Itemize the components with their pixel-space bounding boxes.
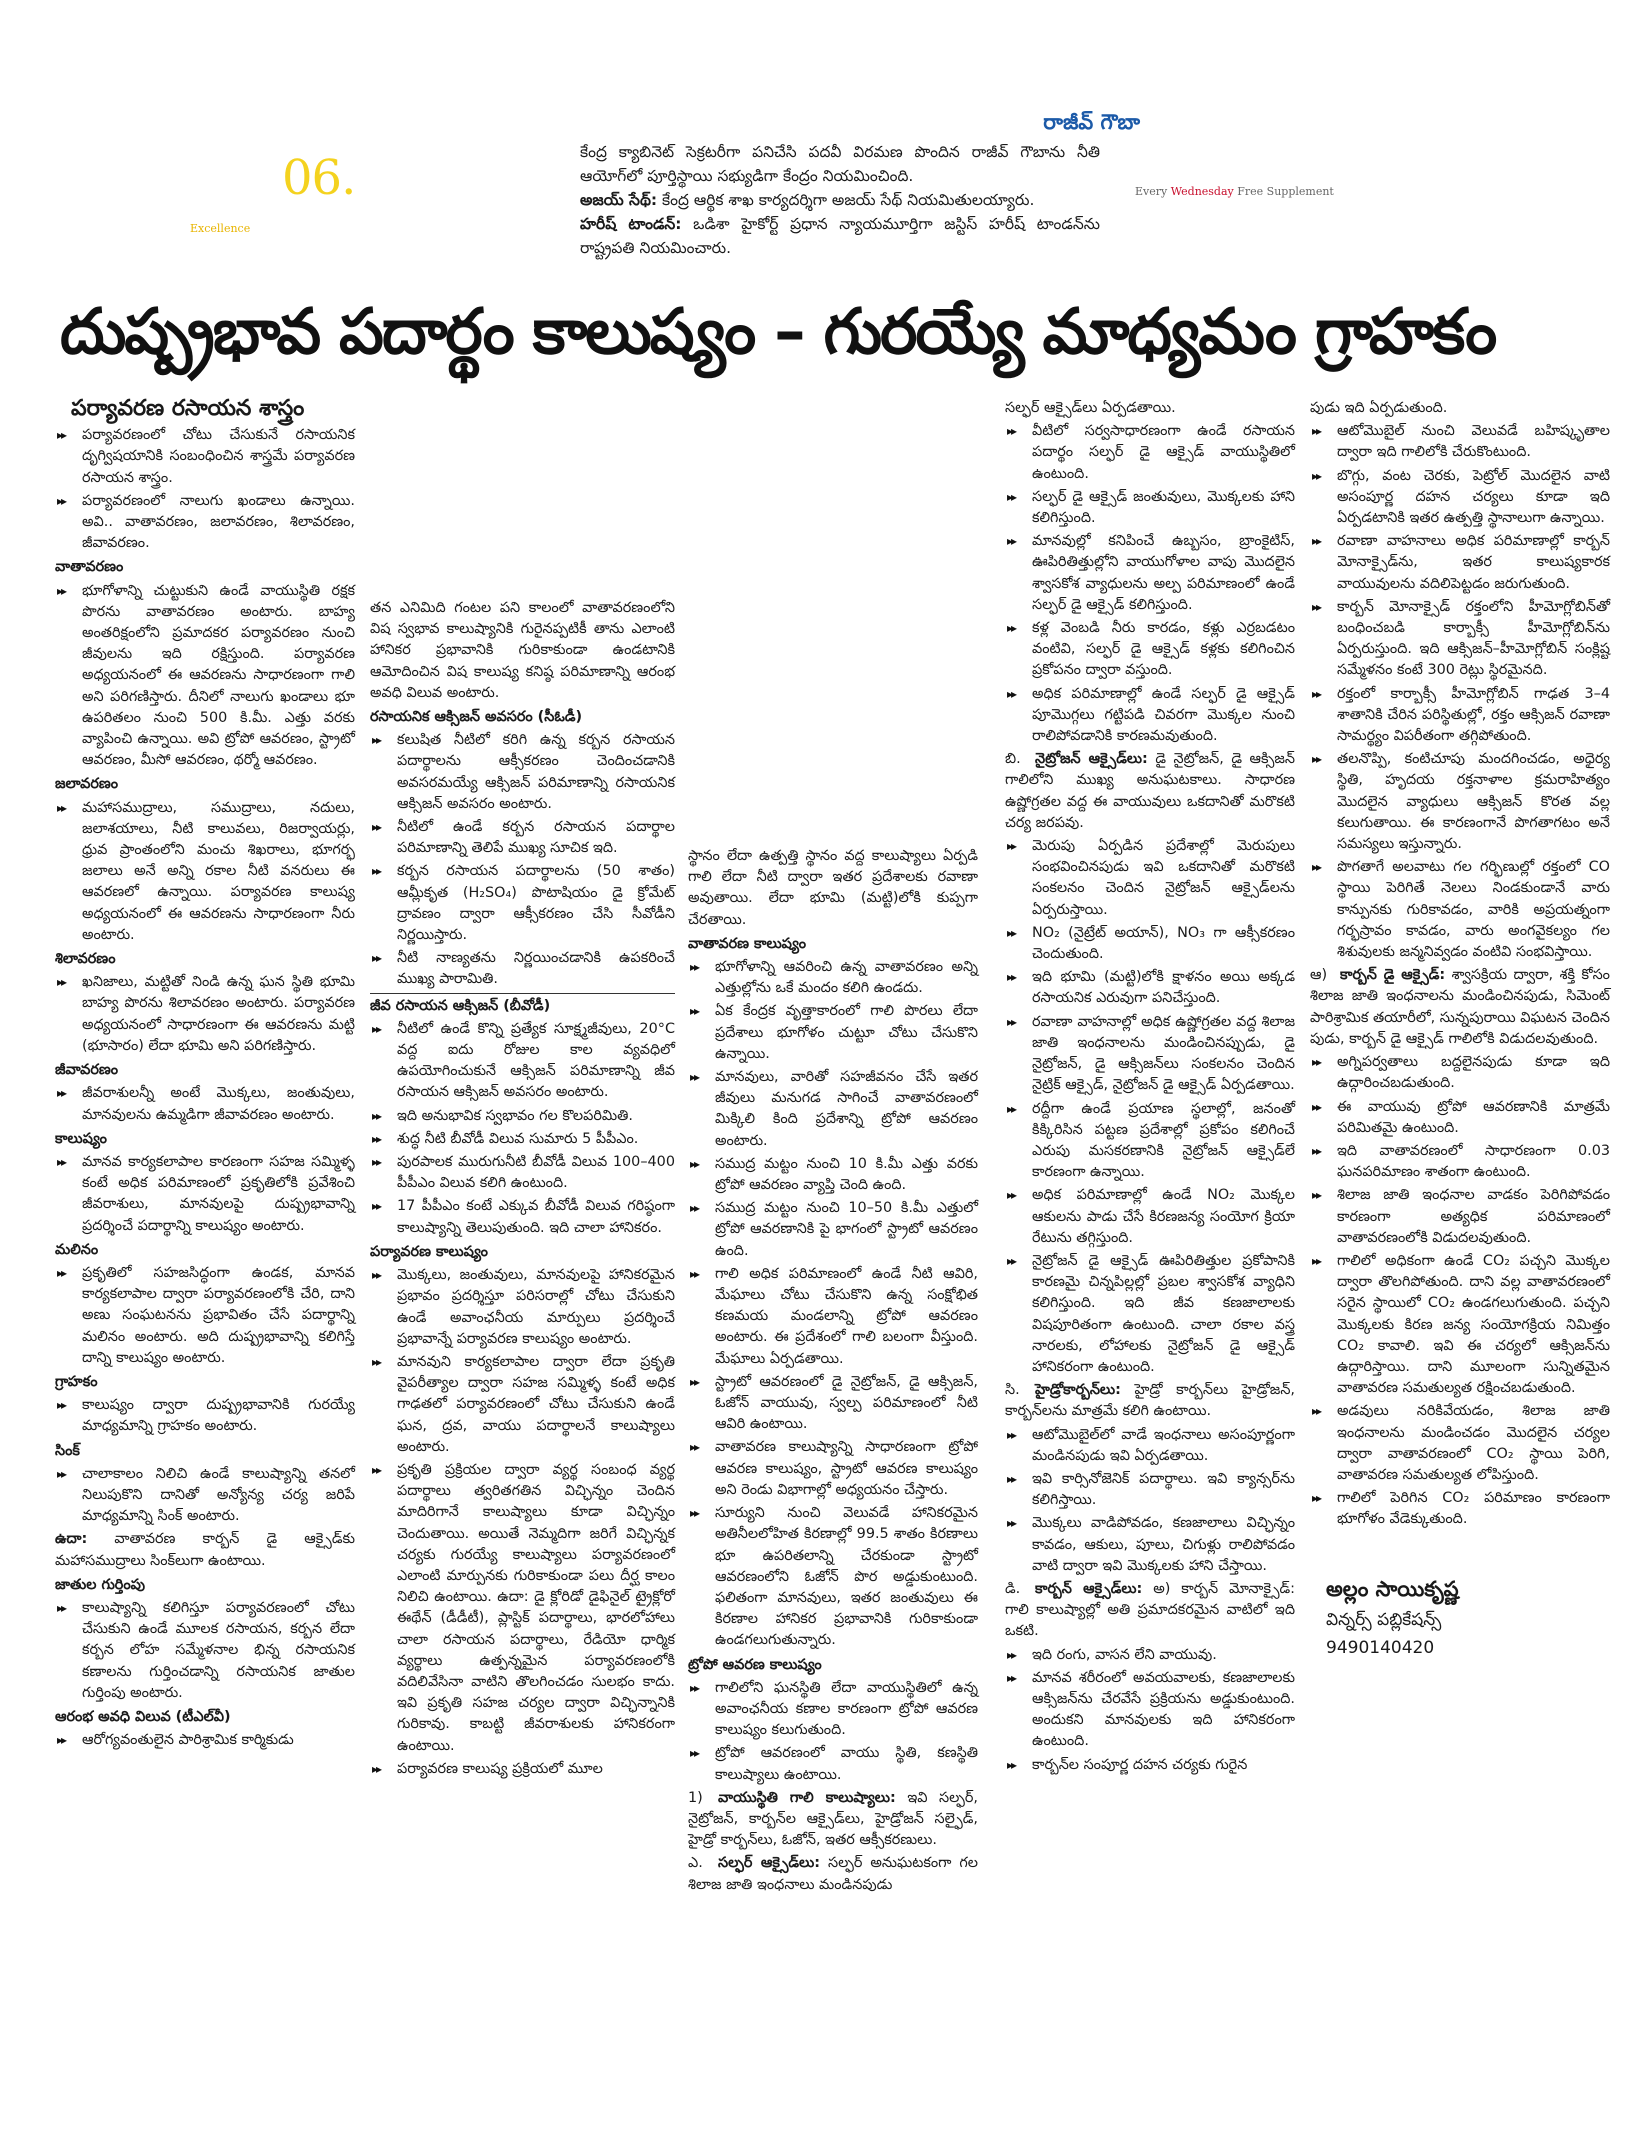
bullet-item	[370, 1152, 675, 1194]
bullet-icon: ▸▸	[372, 1761, 381, 1776]
bullet-item	[1310, 531, 1610, 595]
bullet-text: మొక్కలు వాడిపోవడం, కణజాలాలు విచ్ఛిన్నం కావడం, ఆకులు, పూలు, చిగుళ్లు రాలిపోవడం వాటి ద్వారా ఇవి మొక్కలకు హాని చేస్తాయి.	[1032, 1515, 1295, 1574]
subheading: ట్రోపో ఆవరణ కాలుష్యం	[688, 1656, 822, 1673]
bullet-icon: ▸▸	[1312, 534, 1321, 549]
bullet-icon: ▸▸	[1312, 860, 1321, 875]
para-text: స్థానం లేదా ఉత్పత్తి స్థానం వద్ద కాలుష్యాలు ఏర్పడి గాలి లేదా నీటి ద్వారా ఇతర ప్రదేశాలకు రవాణా అవుతాయి. లేదా భూమి (మట్టి)లోకి కుప్పగా చేరతాయి.	[688, 848, 978, 928]
bullet-icon: ▸▸	[1007, 686, 1016, 701]
labeled-paragraph	[1005, 1380, 1295, 1422]
bullet-icon: ▸▸	[57, 1265, 66, 1280]
bullet-text: చాలాకాలం నిలిచి ఉండే కాలుష్యాన్ని తనలో నిలుపుకొని దానితో అన్యోన్య చర్య జరిపే మాధ్యమాన్ని సింక్ అంటారు.	[82, 1465, 355, 1525]
bullet-icon: ▸▸	[1007, 489, 1016, 504]
bullet-text: కార్బన్ మోనాక్సైడ్ రక్తంలోని హీమోగ్లోబిన్‌తో బంధించబడి కార్బాక్సీ హీమోగ్లోబిన్‌ను ఏర్పరుస్తుంది. ఇది ఆక్సిజన్–హీమోగ్లోబిన్ సంక్లిష్ట సమ్మేళనం కంటే 300 రెట్లు స్థిరమైనది.	[1337, 598, 1610, 679]
para-label: బి.	[1005, 751, 1021, 768]
bullet-text: రక్తంలో కార్బాక్సీ హీమోగ్లోబిన్ గాఢత 3–4 శాతానికి చేరిన పరిస్థితుల్లో, రక్తం ఆక్సిజన్ రవాణా సామర్థ్యం విపరీతంగా తగ్గిపోతుంది.	[1337, 685, 1610, 745]
bullet-text: తలనొప్పి, కంటిచూపు మందగించడం, అధైర్య స్థితి, హృదయ రక్తనాళాల క్రమరాహిత్యం మొదలైన వ్యాధులు ఆక్సిజన్ కొరత వల్ల కలుగుతాయి. ఈ కారణంగానే పొగతాగటం అనే సమస్యలు ఇస్తున్నారు.	[1337, 751, 1610, 853]
bullet-icon: ▸▸	[372, 733, 381, 748]
bullet-text: నీటి నాణ్యతను నిర్ణయించడానికి ఉపకరించే ముఖ్య పారామితి.	[397, 950, 675, 988]
bullet-icon: ▸▸	[1007, 534, 1016, 549]
para-heading: కార్బన్ డై ఆక్సైడ్:	[1340, 967, 1446, 984]
bullet-item	[1310, 1141, 1610, 1183]
bullet-icon: ▸▸	[57, 975, 66, 990]
bullet-item	[1310, 421, 1610, 463]
bullet-text: పురపాలక మురుగునీటి బీవోడీ విలువ 100–400 పీపీఎం విలువ కలిగి ఉంటుంది.	[397, 1154, 675, 1192]
bullet-item	[1005, 1513, 1295, 1577]
byline-phone: 9490140420	[1326, 1637, 1435, 1658]
article-column-4	[1005, 398, 1295, 1778]
bullet-item	[370, 1129, 675, 1150]
article-column-1	[55, 398, 355, 1753]
bullet-icon: ▸▸	[1007, 925, 1016, 940]
para-text: ఇవి సల్ఫర్, నైట్రోజన్, కార్బన్‌ల ఆక్సైడ్‌లు, హైడ్రోజన్ సల్ఫైడ్, హైడ్రో కార్బన్‌లు, ఓజోన్, ఇతర ఆక్సీకరణులు.	[688, 1789, 978, 1849]
bullet-icon: ▸▸	[690, 1680, 699, 1695]
bullet-icon: ▸▸	[690, 1156, 699, 1171]
bullet-text: ట్రోపో ఆవరణంలో వాయు స్థితి, కణస్థితి కాలుష్యాలు ఉంటాయి.	[715, 1745, 978, 1783]
news-title: రాజీవ్ గౌబా	[1043, 110, 1140, 134]
news-item-label: అజయ్ సేథ్:	[580, 191, 658, 209]
bullet-icon: ▸▸	[690, 1440, 699, 1455]
bullet-icon: ▸▸	[1007, 839, 1016, 854]
bullet-icon: ▸▸	[57, 1086, 66, 1101]
bullet-text: అధిక పరిమాణాల్లో ఉండే NO₂ మొక్కల ఆకులను పాడు చేసే కిరణజన్య సంయోగ క్రియా రేటును తగ్గిస్తుంది.	[1032, 1187, 1295, 1246]
bullet-text: ప్రకృతి ప్రక్రియల ద్వారా వ్యర్థ సంబంధ వ్యర్థ పదార్థాలు త్వరితగతిన విచ్ఛిన్నం చెందిన మాదిరిగానే కాలుష్యాలు కూడా విచ్ఛిన్నం చెందుతాయి. అయితే నెమ్మదిగా జరిగే విచ్ఛిన్నక చర్యకు గురయ్యే కాలుష్యాలు పర్యావరణంలో ఎలాంటి మార్పునకు గురికాకుండా పలు దీర్ఘ కాలం నిలిచి ఉంటాయి. ఉదా: డై క్లోరిడో డైఫినైల్ ట్రైక్లోరో ఈథేన్ (డీడీటీ), ప్లాస్టిక్ పదార్థాలు, భారలోహాలు చాలా రసాయన పదార్థాలు, రేడియో ధార్మిక వ్యర్థాలు ఉత్పన్నమైన పర్యావరణంలోకి వదిలివేసినా వాటిని తొలగించడం సులభం కాదు. ఇవి ప్రకృతి సహజ చర్యల ద్వారా విచ్ఛిన్నానికి గురికావు. కాబట్టి జీవరాశులకు హానికరంగా ఉంటాయి.	[397, 1461, 675, 1754]
bullet-item	[1005, 1185, 1295, 1249]
bullet-icon: ▸▸	[1007, 1516, 1016, 1531]
bullet-text: ఆటోమొబైల్‌లో వాడే ఇంధనాలు అసంపూర్ణంగా మండినపుడు ఇవి ఏర్పడతాయి.	[1032, 1426, 1295, 1464]
article-column-5	[1310, 398, 1610, 1662]
bullet-item	[1310, 1401, 1610, 1486]
bullet-text: నీటిలో ఉండే కర్బన రసాయన పదార్థాల పరిమాణాన్ని తెలిపే ముఖ్య సూచిక ఇది.	[397, 819, 675, 857]
bullet-item	[1310, 466, 1610, 530]
bullet-text: కార్బన్‌ల సంపూర్ణ దహన చర్యకు గురైన	[1032, 1756, 1248, 1773]
bullet-item	[1310, 1097, 1610, 1139]
bullet-item	[370, 948, 675, 990]
bullet-item	[55, 1464, 355, 1528]
bullet-item	[55, 972, 355, 1057]
bullet-text: కాలుష్యం ద్వారా దుష్ప్రభావానికి గురయ్యే మాధ్యమాన్ని గ్రాహకం అంటారు.	[82, 1397, 355, 1435]
bullet-item	[1005, 1755, 1295, 1776]
news-item-text: కేంద్ర ఆర్థిక శాఖ కార్యదర్శిగా అజయ్ సేథ్ నియమితులయ్యారు.	[657, 191, 1035, 209]
subheading: పర్యావరణ కాలుష్యం	[370, 1243, 488, 1260]
bullet-item	[370, 1759, 675, 1780]
bullet-text: మానవుల్లో కనిపించే ఉబ్బసం, బ్రాంకైటిస్, ఊపిరితిత్తుల్లోని వాయుగోళాల వాపు మొదలైన శ్వాసకోశ వ్యాధులను అల్ప పరిమాణంలో ఉండే సల్ఫర్ డై ఆక్సైడ్ కలిగిస్తుంది.	[1032, 533, 1295, 613]
bullet-item	[370, 1265, 675, 1350]
bullet-icon: ▸▸	[690, 1746, 699, 1761]
labeled-paragraph	[1310, 965, 1610, 1050]
bullet-icon: ▸▸	[57, 493, 66, 508]
bullet-icon: ▸▸	[1007, 1427, 1016, 1442]
bullet-item	[1310, 684, 1610, 748]
para-text: అ) కార్బన్ మోనాక్సైడ్: గాలి కాలుష్యాల్లో అతి ప్రమాదకరమైన వాటిలో ఇది ఒకటి.	[1005, 1580, 1296, 1640]
bullet-text: అడవులు నరికివేయడం, శిలాజ జాతి ఇంధనాలను మండించడం మొదలైన చర్యల ద్వారా వాతావరణంలో CO₂ స్థాయి పెరిగి, వాతావరణ సమతుల్యత లోపిస్తుంది.	[1337, 1403, 1610, 1483]
bullet-item	[688, 1437, 978, 1501]
para-heading: హైడ్రోకార్బన్‌లు:	[1035, 1382, 1121, 1399]
bullet-icon: ▸▸	[1312, 1253, 1321, 1268]
bullet-text: అగ్నిపర్వతాలు బద్దలైనపుడు కూడా ఇది ఉద్గారించబడుతుంది.	[1337, 1054, 1610, 1092]
bullet-icon: ▸▸	[57, 1600, 66, 1615]
bullet-item	[688, 957, 978, 999]
bullet-text: రద్దీగా ఉండే ప్రయాణ స్థలాల్లో, జనంతో కిక్కిరిసిన పట్టణ ప్రదేశాల్లో ప్రకోపం కలిగించే ఎరుపు మసకరణానికి నైట్రోజన్ ఆక్సైడ్‌లే కారణంగా ఉన్నాయి.	[1032, 1100, 1295, 1181]
bullet-item	[55, 1598, 355, 1704]
paragraph	[1005, 398, 1295, 419]
bullet-icon: ▸▸	[1312, 468, 1321, 483]
bullet-item	[1310, 1488, 1610, 1530]
bullet-text: ఇది రంగు, వాసన లేని వాయువు.	[1032, 1646, 1217, 1663]
bullet-item	[1310, 1052, 1610, 1094]
bullet-icon: ▸▸	[1007, 1471, 1016, 1486]
bullet-icon: ▸▸	[1312, 599, 1321, 614]
bullet-icon: ▸▸	[1312, 1404, 1321, 1419]
para-text: వాతావరణ కార్బన్ డై ఆక్సైడ్‌కు మహాసముద్రాలు సింక్‌లుగా ఉంటాయి.	[55, 1531, 355, 1569]
bullet-text: ఇది వాతావరణంలో సాధారణంగా 0.03 ఘనపరిమాణం శాతంగా ఉంటుంది.	[1337, 1142, 1610, 1181]
bullet-text: భూగోళాన్ని ఆవరించి ఉన్న వాతావరణం అన్ని ఎత్తుల్లోను ఒకే మందం కలిగి ఉండదు.	[715, 959, 978, 997]
bullet-icon: ▸▸	[1007, 1647, 1016, 1662]
bullet-text: మానవ కార్యకలాపాల కారణంగా సహజ సమ్మిళ్ళ కంటే అధిక పరిమాణంలో ప్రకృతిలోకి ప్రవేశించి జీవరాశులు, మానవులపై దుష్ప్రభావాన్ని ప్రదర్శించే పదార్థాన్ని కాలుష్యం అంటారు.	[82, 1153, 355, 1234]
para-heading: వాయుస్థితి గాలి కాలుష్యాలు:	[718, 1789, 896, 1806]
bullet-text: వాతావరణ కాలుష్యాన్ని సాధారణంగా ట్రోపో ఆవరణ కాలుష్యం, స్ట్రాటో ఆవరణ కాలుష్యం అని రెండు విభాగాల్లో అధ్యయనం చేస్తారు.	[715, 1439, 978, 1498]
bullet-text: వీటిలో సర్వసాధారణంగా ఉండే రసాయన పదార్థం సల్ఫర్ డై ఆక్సైడ్ వాయుస్థితిలో ఉంటుంది.	[1032, 423, 1295, 482]
article-column-3	[688, 846, 978, 1898]
bullet-item	[55, 1395, 355, 1437]
bullet-icon: ▸▸	[1312, 1055, 1321, 1070]
para-label: ఉదా:	[55, 1531, 88, 1548]
bullet-icon: ▸▸	[1007, 970, 1016, 985]
news-item	[580, 212, 1100, 260]
news-item-text: కేంద్ర క్యాబినెట్ సెక్రటరీగా పనిచేసి పదవీ విరమణ పొందిన రాజీవ్ గౌబాను నీతి ఆయోగ్‌లో పూర్తిస్థాయి సభ్యుడిగా కేంద్రం నియమించింది.	[580, 143, 1100, 185]
bullet-item	[688, 1154, 978, 1196]
bullet-text: పొగతాగే అలవాటు గల గర్భిణుల్లో రక్తంలో CO స్థాయి పెరిగితే నెలలు నిండకుండానే వారు కాన్పునకు గురికావడం, వారికి అప్రయత్నంగా గర్భస్రావం కావడం, వారు అంగవైకల్యం గల శిశువులకు జన్మనివ్వడం వంటివి సంభవిస్తాయి.	[1337, 859, 1610, 961]
para-label: సి.	[1005, 1382, 1020, 1399]
bullet-text: సముద్ర మట్టం నుంచి 10 కి.మీ ఎత్తు వరకు ట్రోపో ఆవరణం వ్యాప్తి చెంది ఉంది.	[715, 1155, 978, 1194]
byline-publisher: విన్నర్స్ పబ్లికేషన్స్	[1326, 1609, 1442, 1630]
para-label: ఆ)	[1310, 967, 1328, 984]
bullet-icon: ▸▸	[1312, 1143, 1321, 1158]
bullet-text: జీవరాశులన్నీ అంటే మొక్కలు, జంతువులు, మానవులను ఉమ్మడిగా జీవావరణం అంటారు.	[82, 1085, 355, 1123]
bullet-item	[1005, 1099, 1295, 1184]
bullet-text: నైట్రోజన్ డై ఆక్సైడ్ ఊపిరితిత్తుల ప్రకోపానికి కారణమై చిన్నపిల్లల్లో ప్రబల శ్వాసకోశ వ్యాధిని కలిగిస్తుంది. ఇది జీవ కణజాలాలకు విషపూరితంగా ఉంటుంది. చాలా రకాల వస్త్ర నారలకు, లోహాలకు నైట్రోజన్ డై ఆక్సైడ్ హానికరంగా ఉంటుంది.	[1032, 1252, 1295, 1375]
subheading: మలినం	[55, 1241, 99, 1258]
paragraph	[688, 846, 978, 931]
bullet-icon: ▸▸	[1312, 1188, 1321, 1203]
bullet-icon: ▸▸	[372, 1268, 381, 1283]
bullet-item	[55, 1263, 355, 1369]
paragraph	[1310, 398, 1610, 419]
bullet-icon: ▸▸	[690, 1266, 699, 1281]
bullet-icon: ▸▸	[372, 951, 381, 966]
bullet-icon: ▸▸	[1007, 1253, 1016, 1268]
labeled-paragraph	[1005, 1579, 1295, 1643]
bullet-icon: ▸▸	[1007, 1757, 1016, 1772]
bullet-item	[1005, 1645, 1295, 1666]
bullet-item	[370, 817, 675, 859]
bullet-item	[55, 1730, 355, 1751]
bullet-text: ఈ వాయువు ట్రోపో ఆవరణానికి మాత్రమే పరిమితమై ఉంటుంది.	[1337, 1098, 1610, 1136]
bullet-text: సముద్ర మట్టం నుంచి 10–50 కి.మీ ఎత్తులో ట్రోపో ఆవరణానికి పై భాగంలో స్ట్రాటో ఆవరణం ఉంది.	[715, 1200, 978, 1259]
subheading: జలావరణం	[55, 776, 119, 793]
bullet-text: మహాసముద్రాలు, సముద్రాలు, నదులు, జలాశయాలు, నీటి కాలువలు, రిజర్వాయర్లు, ధ్రువ ప్రాంతంలోని మంచు శిఖరాలు, భూగర్భ జలాలు అనే అన్ని రకాల నీటి వనరులు ఈ ఆవరణలో ఉన్నాయి. పర్యావరణ కాలుష్య అధ్యయనంలో ఈ ఆవరణను సాధారణంగా నీరు అంటారు.	[82, 799, 355, 943]
bullet-text: గాలి అధిక పరిమాణంలో ఉండే నీటి ఆవిరి, మేఘాలు చోటు చేసుకొని ఉన్న సంక్షోభిత కణమయ మండలాన్ని ట్రోపో ఆవరణం అంటారు. ఈ ప్రదేశంలో గాలి బలంగా వీస్తుంది. మేఘాలు ఏర్పడతాయి.	[715, 1265, 978, 1367]
bullet-icon: ▸▸	[1312, 752, 1321, 767]
bullet-icon: ▸▸	[1312, 1099, 1321, 1114]
bullet-text: మానవ శరీరంలో అవయవాలకు, కణజాలాలకు ఆక్సిజన్‌ను చేరవేసే ప్రక్రియను అడ్డుకుంటుంది. అందుకని మానవులకు ఇది హానికరంగా ఉంటుంది.	[1032, 1669, 1295, 1750]
bullet-text: ఇది భూమి (మట్టి)లోకి క్షాళనం అయి అక్కడ రసాయనిక ఎరువుగా పనిచేస్తుంది.	[1032, 969, 1295, 1007]
bullet-text: మొక్కలు, జంతువులు, మానవులపై హానికరమైన ప్రభావం ప్రదర్శిస్తూ పరిసరాల్లో చోటు చేసుకుని ఉండే అవాంఛనీయ మార్పులు ప్రదర్శించే ప్రభావాన్నే పర్యావరణ కాలుష్యం అంటారు.	[397, 1267, 675, 1347]
section-title: పర్యావరణ రసాయన శాస్త్రం	[71, 396, 305, 421]
subheading: జీవావరణం	[55, 1062, 119, 1079]
bullet-text: NO₂ (నైట్రేట్ అయాన్), NO₃ గా ఆక్సీకరణం చెందుతుంది.	[1032, 924, 1295, 963]
bullet-icon: ▸▸	[690, 1004, 699, 1019]
bullet-text: ఇది అనుభావిక స్వభావం గల కొలపరిమితి.	[397, 1107, 633, 1124]
bullet-item	[688, 1001, 978, 1065]
subheading: గ్రాహకం	[55, 1373, 98, 1390]
bullet-item	[1005, 1668, 1295, 1753]
bullet-item	[370, 730, 675, 815]
bullet-item	[688, 1372, 978, 1436]
bullet-text: మానవులు, వారితో సహజీవనం చేసే ఇతర జీవులు మనుగడ సాగించే వాతావరణంలో మిక్కిలి కింది ప్రదేశాన్ని ట్రోపో ఆవరణం అంటారు.	[715, 1069, 978, 1149]
article-column-2	[370, 598, 675, 1782]
para-heading: సల్ఫర్ ఆక్సైడ్‌లు:	[718, 1855, 820, 1872]
bullet-item	[1005, 967, 1295, 1009]
bullet-item	[688, 1264, 978, 1370]
bullet-icon: ▸▸	[1007, 1101, 1016, 1116]
subheading: శిలావరణం	[55, 951, 116, 968]
bullet-text: రవాణా వాహనాల్లో అధిక ఉష్ణోగ్రతల వద్ద శిలాజ జాతి ఇంధనాలను మండించినప్పుడు, డై నైట్రోజన్, డై ఆక్సిజన్‌లు సంకలనం చెందిన నైట్రిక్ ఆక్సైడ్, నైట్రోజన్ డై ఆక్సైడ్ ఏర్పడతాయి.	[1032, 1013, 1295, 1094]
bullet-icon: ▸▸	[372, 820, 381, 835]
bullet-icon: ▸▸	[1007, 424, 1016, 439]
supplement-pre: Every	[1135, 185, 1171, 198]
subheading: జీవ రసాయన ఆక్సిజన్ (బీవోడీ)	[370, 993, 675, 1017]
bullet-item	[1005, 1251, 1295, 1378]
bullet-text: గాలిలోని ఘనస్థితి లేదా వాయుస్థితిలో ఉన్న అవాంఛనీయ కణాల కారణంగా ట్రోపో ఆవరణ కాలుష్యం కలుగుతుంది.	[715, 1679, 978, 1739]
news-item	[580, 188, 1100, 212]
bullet-text: కర్బన రసాయన పదార్థాలను (50 శాతం) ఆమ్లీకృత (H₂SO₄) పొటాషియం డై క్రోమేట్ ద్రావణం ద్వారా ఆక్సీకరణం చేసి సీవోడీని నిర్ణయిస్తారు.	[397, 863, 675, 944]
bullet-item	[1005, 923, 1295, 965]
bullet-icon: ▸▸	[1312, 686, 1321, 701]
para-label: డి.	[1005, 1580, 1021, 1597]
bullet-item	[1310, 749, 1610, 855]
labeled-paragraph	[1005, 749, 1295, 834]
bullet-text: ఏక కేంద్రక వృత్తాకారంలో గాలి పొరలు లేదా ప్రదేశాలు భూగోళం చుట్టూ చోటు చేసుకొని ఉన్నాయి.	[715, 1003, 978, 1062]
para-text: సల్ఫర్ ఆక్సైడ్‌లు ఏర్పడతాయి.	[1005, 400, 1176, 416]
bullet-item	[1005, 487, 1295, 529]
bullet-text: రవాణా వాహనాలు అధిక పరిమాణాల్లో కార్బన్ మోనాక్సైడ్‌ను, ఇతర కాలుష్యకారక వాయువులను వదిలిపెట్టడం జరుగుతుంది.	[1337, 533, 1610, 592]
bullet-item	[55, 425, 355, 489]
bullet-icon: ▸▸	[372, 1199, 381, 1214]
bullet-text: ఇవి కార్సినోజెనిక్ పదార్థాలు. ఇవి క్యాన్సర్‌ను కలిగిస్తాయి.	[1032, 1470, 1295, 1509]
para-text: హైడ్రో కార్బన్‌లు హైడ్రోజన్, కార్బన్‌లను మాత్రమే కలిగి ఉంటాయి.	[1005, 1382, 1295, 1420]
bullet-text: ఆరోగ్యవంతులైన పారిశ్రామిక కార్మికుడు	[82, 1732, 294, 1749]
bullet-icon: ▸▸	[57, 1398, 66, 1413]
bullet-text: అధిక పరిమాణాల్లో ఉండే సల్ఫర్ డై ఆక్సైడ్ పూమొగ్గలు గట్టిపడి చివరగా మొక్కల నుంచి రాలిపోవడానికి కారణమవుతుంది.	[1032, 685, 1295, 745]
bullet-icon: ▸▸	[57, 1154, 66, 1169]
bullet-text: ఆటోమొబైల్ నుంచి వెలువడే బహిష్కృతాల ద్వారా ఇది గాలిలోకి చేరుకొంటుంది.	[1337, 423, 1610, 461]
para-heading: నైట్రోజన్ ఆక్సైడ్‌లు:	[1035, 751, 1148, 768]
bullet-item	[688, 1067, 978, 1152]
bullet-text: స్ట్రాటో ఆవరణంలో డై నైట్రోజన్, డై ఆక్సిజన్, ఓజోన్ వాయువు, స్వల్ప పరిమాణంలో నీటి ఆవిరి ఉంటాయి.	[715, 1373, 978, 1433]
supplement-day: Wednesday	[1170, 185, 1234, 198]
bullet-icon: ▸▸	[1007, 621, 1016, 636]
para-text: పుడు ఇది ఏర్పడుతుంది.	[1310, 400, 1448, 416]
bullet-icon: ▸▸	[372, 1108, 381, 1123]
bullet-item	[55, 491, 355, 555]
bullet-item	[688, 1503, 978, 1651]
bullet-text: పర్యావరణంలో నాలుగు ఖండాలు ఉన్నాయి. అవి.. వాతావరణం, జలావరణం, శిలావరణం, జీవావరణం.	[82, 492, 355, 552]
bullet-item	[1005, 1012, 1295, 1097]
bullet-item	[55, 1083, 355, 1125]
bullet-icon: ▸▸	[690, 1201, 699, 1216]
byline-author: అల్లం సాయికృష్ణ	[1326, 1576, 1459, 1601]
bullet-icon: ▸▸	[372, 1131, 381, 1146]
subheading: సింక్	[55, 1442, 80, 1459]
bullet-icon: ▸▸	[57, 583, 66, 598]
bullet-icon: ▸▸	[372, 1155, 381, 1170]
news-item-text: ఒడిశా హైకోర్ట్ ప్రధాన న్యాయమూర్తిగా జస్టిస్ హరీష్ టాండన్‌ను రాష్ట్రపతి నియమించారు.	[580, 215, 1100, 257]
headline: దుష్ప్రభావ పదార్థం కాలుష్యం – గురయ్యే మాధ్యమం గ్రాహకం	[60, 295, 1496, 368]
bullet-item	[1310, 1251, 1610, 1399]
bullet-text: శుద్ధ నీటి బీవోడీ విలువ సుమారు 5 పీపీఎం.	[397, 1130, 639, 1147]
paragraph	[55, 1529, 355, 1571]
bullet-icon: ▸▸	[690, 960, 699, 975]
bullet-icon: ▸▸	[1007, 1188, 1016, 1203]
bullet-icon: ▸▸	[57, 1733, 66, 1748]
bullet-icon: ▸▸	[690, 1374, 699, 1389]
bullet-text: సల్ఫర్ డై ఆక్సైడ్ జంతువులు, మొక్కలకు హాని కలిగిస్తుంది.	[1032, 488, 1295, 527]
bullet-icon: ▸▸	[372, 1021, 381, 1036]
bullet-text: కాలుష్యాన్ని కలిగిస్తూ పర్యావరణంలో చోటు చేసుకుని ఉండే మూలక రసాయన, కర్బన లేదా కర్బన లోహ సమ్మేళనాల భిన్న రసాయనిక కణాలను గుర్తించడాన్ని రసాయనిక జాతుల గుర్తింపు అంటారు.	[82, 1599, 355, 1701]
bullet-icon: ▸▸	[57, 428, 66, 443]
bullet-text: భూగోళాన్ని చుట్టుకుని ఉండే వాయుస్థితి రక్షక పొరను వాతావరణం అంటారు. బాహ్య అంతరిక్షంలోని ప్రమాదకర పర్యావరణం నుంచి జీవులను ఇది రక్షిస్తుంది. పర్యావరణ అధ్యయనంలో ఈ ఆవరణను సాధారణంగా గాలి అని పరిగణిస్తారు. దీనిలో నాలుగు ఖండాలు భూ ఉపరితలం నుంచి 500 కి.మీ. ఎత్తు వరకు వ్యాపించి ఉన్నాయి. అవి ట్రోపో ఆవరణం, స్ట్రాటో ఆవరణం, మీసో ఆవరణం, థర్మో ఆవరణం.	[82, 582, 355, 769]
bullet-icon: ▸▸	[57, 1466, 66, 1481]
bullet-text: కలుషిత నీటిలో కరిగి ఉన్న కర్బన రసాయన పదార్థాలను ఆక్సీకరణం చెందించడానికి అవసరమయ్యే ఆక్సిజన్ పరిమాణాన్ని రసాయనిక ఆక్సిజన్ అవసరం అంటారు.	[397, 732, 675, 812]
subheading: వాతావరణ కాలుష్యం	[688, 935, 807, 952]
bullet-item	[370, 1460, 675, 1757]
bullet-item	[1005, 531, 1295, 616]
section-tag: Excellence	[190, 222, 251, 235]
bullet-text: సూర్యుని నుంచి వెలువడే హానికరమైన అతినీలలోహిత కిరణాల్లో 99.5 శాతం కిరణాలు భూ ఉపరితలాన్ని చేరకుండా స్ట్రాటో ఆవరణంలోని ఓజోన్ పొర అడ్డుకుంటుంది. ఫలితంగా మానవులు, ఇతర జంతువులు ఈ కిరణాల హానికర ప్రభావానికి గురికాకుండా ఉండగలుగుతున్నారు.	[715, 1505, 978, 1649]
bullet-item	[370, 1106, 675, 1127]
bullet-icon: ▸▸	[57, 800, 66, 815]
para-label: 1)	[688, 1789, 703, 1806]
para-label: ఎ.	[688, 1855, 703, 1872]
bullet-icon: ▸▸	[1312, 1491, 1321, 1506]
labeled-paragraph	[688, 1788, 978, 1852]
bullet-text: 17 పీపీఎం కంటే ఎక్కువ బీవోడీ విలువ గరిష్ఠంగా కాలుష్యాన్ని తెలుపుతుంది. ఇది చాలా హానికరం.	[397, 1198, 675, 1236]
bullet-text: కళ్ల వెంబడి నీరు కారడం, కళ్లు ఎర్రబడటం వంటివి, సల్ఫర్ డై ఆక్సైడ్ కళ్లకు కలిగించిన ప్రకోపనం ద్వారా వస్తుంది.	[1032, 620, 1295, 679]
bullet-text: మానవుని కార్యకలాపాల ద్వారా లేదా ప్రకృతి వైపరీత్యాల ద్వారా సహజ సమ్మిళ్ళ కంటే అధిక గాఢతలో పర్యావరణంలో చోటు చేసుకుని ఉండే ఘన, ద్రవ, వాయు పదార్థాలనే కాలుష్యాలు అంటారు.	[397, 1353, 675, 1455]
bullet-text: గాలిలో అధికంగా ఉండే CO₂ పచ్చని మొక్కల ద్వారా తొలగిపోతుంది. దాని వల్ల వాతావరణంలో సరైన స్థాయిలో CO₂ ఉండగలుగుతుంది. పచ్చని మొక్కలకు కిరణ జన్య సంయోగక్రియ నిమిత్తం CO₂ కావాలి. ఇవి ఈ చర్యలో ఆక్సిజన్‌ను ఉద్గారిస్తాయి. దాని మూలంగా సున్నితమైన వాతావరణ సమతుల్యత రక్షించబడుతుంది.	[1337, 1252, 1610, 1397]
bullet-icon: ▸▸	[372, 1462, 381, 1477]
subheading: ఆరంభ అవధి విలువ (టీఎల్‌వీ)	[55, 1708, 231, 1725]
para-text: తన ఎనిమిది గంటల పని కాలంలో వాతావరణంలోని విష స్వభావ కాలుష్యానికి గురైనప్పటికీ తాను ఎలాంటి హానికర ప్రభావానికి గురికాకుండా ఉండటానికి ఆమోదించిన విష కాలుష్య కనిష్ఠ పరిమాణాన్ని ఆరంభ అవధి విలువ అంటారు.	[370, 600, 675, 701]
bullet-item	[688, 1678, 978, 1742]
bullet-text: పర్యావరణ కాలుష్య ప్రక్రియలో మూల	[397, 1760, 603, 1777]
bullet-item	[1310, 597, 1610, 682]
bullet-text: బొగ్గు, వంట చెరకు, పెట్రోల్ మొదలైన వాటి అసంపూర్ణ దహన చర్యలు కూడా ఇది ఏర్పడటానికి ఇతర ఉత్పత్తి స్థానాలుగా ఉన్నాయి.	[1337, 467, 1610, 527]
bullet-item	[688, 1198, 978, 1262]
bullet-item	[1005, 1469, 1295, 1511]
bullet-item	[55, 1152, 355, 1237]
bullet-text: ప్రకృతిలో సహజసిద్ధంగా ఉండక, మానవ కార్యకలాపాల ద్వారా పర్యావరణంలోకి చేరి, దాని అణు సంఘటనను ప్రభావితం చేసే పదార్థాన్ని మలినం అంటారు. అది దుష్ప్రభావాన్ని కలిగిస్తే దాన్ని కాలుష్యం అంటారు.	[82, 1264, 355, 1366]
para-text: సల్ఫర్ అనుఘటకంగా గల శిలాజ జాతి ఇంధనాలు మండినపుడు	[688, 1855, 978, 1893]
bullet-icon: ▸▸	[690, 1070, 699, 1085]
bullet-icon: ▸▸	[690, 1506, 699, 1521]
bullet-item	[1310, 857, 1610, 963]
bullet-text: ఖనిజాలు, మట్టితో నిండి ఉన్న ఘన స్థితి భూమి బాహ్య పొరను శిలావరణం అంటారు. పర్యావరణ అధ్యయనంలో సాధారణంగా ఈ ఆవరణను మట్టి (భూసారం) లేదా భూమి అని పరిగణిస్తారు.	[82, 974, 355, 1054]
news-item	[580, 140, 1100, 188]
bullet-text: గాలిలో పెరిగిన CO₂ పరిమాణం కారణంగా భూగోళం వేడెక్కుతుంది.	[1337, 1490, 1610, 1528]
supplement-post: Free Supplement	[1233, 185, 1334, 198]
para-heading: కార్బన్ ఆక్సైడ్‌లు:	[1035, 1580, 1143, 1597]
subheading: వాతావరణం	[55, 559, 124, 576]
news-item-label: హరీష్ టాండన్:	[580, 215, 682, 233]
bullet-icon: ▸▸	[1312, 424, 1321, 439]
para-text: డై నైట్రోజన్, డై ఆక్సిజన్ గాలిలోని ముఖ్య అనుఘటకాలు. సాధారణ ఉష్ణోగ్రతల వద్ద ఈ వాయువులు ఒకదానితో మరొకటి చర్య జరపవు.	[1005, 751, 1295, 831]
bullet-icon: ▸▸	[1007, 1670, 1016, 1685]
bullet-item	[55, 798, 355, 946]
bullet-item	[1005, 1425, 1295, 1467]
subheading: కాలుష్యం	[55, 1130, 107, 1147]
bullet-item	[1310, 1185, 1610, 1249]
bullet-text: నీటిలో ఉండే కొన్ని ప్రత్యేక సూక్ష్మజీవులు, 20°C వద్ద ఐదు రోజుల కాల వ్యవధిలో ఉపయోగించుకునే ఆక్సిజన్ పరిమాణాన్ని జీవ రసాయన ఆక్సిజన్ అవసరం అంటారు.	[397, 1020, 675, 1101]
bullet-item	[1005, 421, 1295, 485]
paragraph	[370, 598, 675, 704]
para-text: శ్వాసక్రియ ద్వారా, శక్తి కోసం శిలాజ జాతి ఇంధనాలను మండించినపుడు, సిమెంట్ పారిశ్రామిక తయారీలో, సున్నపురాయి విఘటన చెందిన పుడు, కార్బన్ డై ఆక్సైడ్ గాలిలోకి విడుదలవుతుంది.	[1310, 967, 1610, 1047]
bullet-text: మెరుపు ఏర్పడిన ప్రదేశాల్లో మెరుపులు సంభవించినపుడు ఇవి ఒకదానితో మరొకటి సంకలనం చెందిన నైట్రోజన్ ఆక్సైడ్‌లను ఏర్పరుస్తాయి.	[1032, 838, 1295, 918]
bullet-icon: ▸▸	[372, 864, 381, 879]
bullet-text: శిలాజ జాతి ఇంధనాల వాడకం పెరిగిపోవడం కారణంగా అత్యధిక పరిమాణంలో వాతావరణంలోకి విడుదలవుతుంది.	[1337, 1187, 1610, 1246]
bullet-item	[1005, 836, 1295, 921]
bullet-item	[1005, 618, 1295, 682]
page-number: 06.	[282, 150, 356, 206]
bullet-item	[688, 1743, 978, 1785]
subheading: జాతుల గుర్తింపు	[55, 1576, 146, 1593]
bullet-text: పర్యావరణంలో చోటు చేసుకునే రసాయనిక దృగ్విషయానికి సంబంధించిన శాస్త్రమే పర్యావరణ రసాయన శాస్త్రం.	[82, 427, 355, 486]
labeled-paragraph	[688, 1853, 978, 1895]
bullet-item	[370, 1196, 675, 1238]
bullet-icon: ▸▸	[372, 1354, 381, 1369]
bullet-item	[370, 861, 675, 946]
bullet-item	[370, 1019, 675, 1104]
bullet-item	[55, 581, 355, 772]
bullet-item	[370, 1352, 675, 1458]
news-brief	[580, 140, 1100, 260]
supplement-tagline	[1135, 185, 1334, 198]
bullet-item	[1005, 684, 1295, 748]
subheading: రసాయనిక ఆక్సిజన్ అవసరం (సీఓడీ)	[370, 709, 583, 726]
bullet-icon: ▸▸	[1007, 1014, 1016, 1029]
